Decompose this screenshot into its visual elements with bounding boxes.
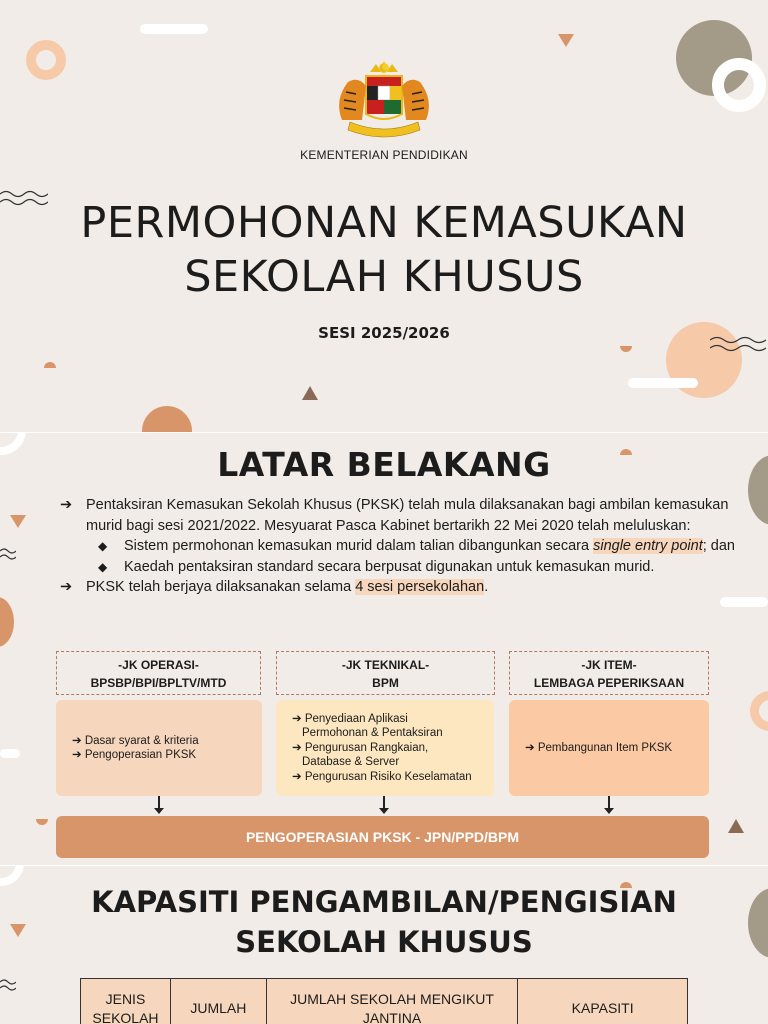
committee-header-teknikal: -JK TEKNIKAL- BPM xyxy=(276,651,495,695)
table-header-jenis: JENIS SEKOLAH xyxy=(81,979,171,1024)
list-item: ◆ Sistem permohonan kemasukan murid dalam talian dibangunkan secara single entry point; dan xyxy=(60,536,740,557)
semicircle-decoration xyxy=(44,362,56,368)
capacity-slide xyxy=(0,866,768,1024)
arrow-bullet-icon: ➔ xyxy=(60,497,73,513)
triangle-decoration xyxy=(558,34,574,47)
operations-bar: PENGOPERASIAN PKSK - JPN/PPD/BPM xyxy=(56,816,709,858)
diamond-bullet-icon: ◆ xyxy=(98,539,108,553)
wave-decoration xyxy=(0,978,16,992)
committee-tasks-operasi: ➔ Dasar syarat & kriteria ➔ Pengoperasian PKSK xyxy=(56,700,262,796)
table-header-jumlah: JUMLAH xyxy=(170,979,266,1024)
circle-decoration xyxy=(142,406,192,432)
pill-decoration xyxy=(140,24,208,34)
semicircle-decoration xyxy=(36,819,48,825)
pill-decoration xyxy=(628,378,698,388)
ring-decoration xyxy=(750,691,768,731)
highlighted-text: 4 sesi persekolahan xyxy=(355,579,485,595)
committee-header-item: -JK ITEM- LEMBAGA PEPERIKSAAN xyxy=(509,651,709,695)
pill-decoration xyxy=(720,597,768,607)
triangle-decoration xyxy=(728,819,744,833)
session-label: SESI 2025/2026 xyxy=(318,324,450,342)
background-bullet-list xyxy=(60,495,740,598)
semicircle-decoration xyxy=(620,346,632,352)
section-title: LATAR BELAKANG xyxy=(217,445,551,484)
committee-tasks-teknikal: ➔ Penyediaan Aplikasi Permohonan & Pentaksiran ➔ Pengurusan Rangkaian, Database & Server ➔ Pengurusan Risiko Keselamatan xyxy=(276,700,494,796)
title-line-1: PERMOHONAN KEMASUKAN xyxy=(80,198,688,248)
arrow-down-icon xyxy=(158,796,160,810)
page-title xyxy=(0,196,768,304)
ring-decoration xyxy=(712,58,766,112)
table-header-kapasiti: KAPASITI xyxy=(518,979,688,1024)
list-item: ➔ Pentaksiran Kemasukan Sekolah Khusus (PKSK) telah mula dilaksanakan bagi ambilan kemasukan murid bagi sesi 2021/2022. Mesyuarat Pasca Kabinet bertarikh 22 Mei 2020 telah meluluskan: xyxy=(60,497,729,534)
table-header-jantina: JUMLAH SEKOLAH MENGIKUT JANTINA xyxy=(266,979,517,1024)
arrow-down-icon xyxy=(608,796,610,810)
title-line-2: SEKOLAH KHUSUS xyxy=(184,252,584,302)
committee-header-operasi: -JK OPERASI- BPSBP/BPI/BPLTV/MTD xyxy=(56,651,261,695)
circle-decoration xyxy=(0,597,14,647)
arrow-bullet-icon: ➔ xyxy=(60,579,73,595)
title-slide xyxy=(0,0,768,432)
triangle-decoration xyxy=(302,386,318,400)
table-header-row xyxy=(81,979,688,1024)
triangle-decoration xyxy=(10,515,26,528)
arrow-down-icon xyxy=(383,796,385,810)
background-slide xyxy=(0,433,768,865)
coat-of-arms-logo xyxy=(332,58,436,140)
section-title: KAPASITI PENGAMBILAN/PENGISIAN SEKOLAH KHUSUS xyxy=(91,885,677,959)
capacity-table xyxy=(80,978,688,1024)
wave-decoration xyxy=(0,547,16,561)
pill-decoration xyxy=(0,749,20,758)
list-item: ◆ Kaedah pentaksiran standard secara berpusat digunakan untuk kemasukan murid. xyxy=(60,557,740,578)
ring-decoration xyxy=(26,40,66,80)
diamond-bullet-icon: ◆ xyxy=(98,559,108,574)
committee-tasks-item: ➔ Pembangunan Item PKSK xyxy=(509,700,709,796)
list-item: ➔ PKSK telah berjaya dilaksanakan selama 4 sesi persekolahan. xyxy=(60,577,740,598)
highlighted-text: single entry point xyxy=(593,538,703,554)
ministry-name: KEMENTERIAN PENDIDIKAN xyxy=(300,148,468,162)
